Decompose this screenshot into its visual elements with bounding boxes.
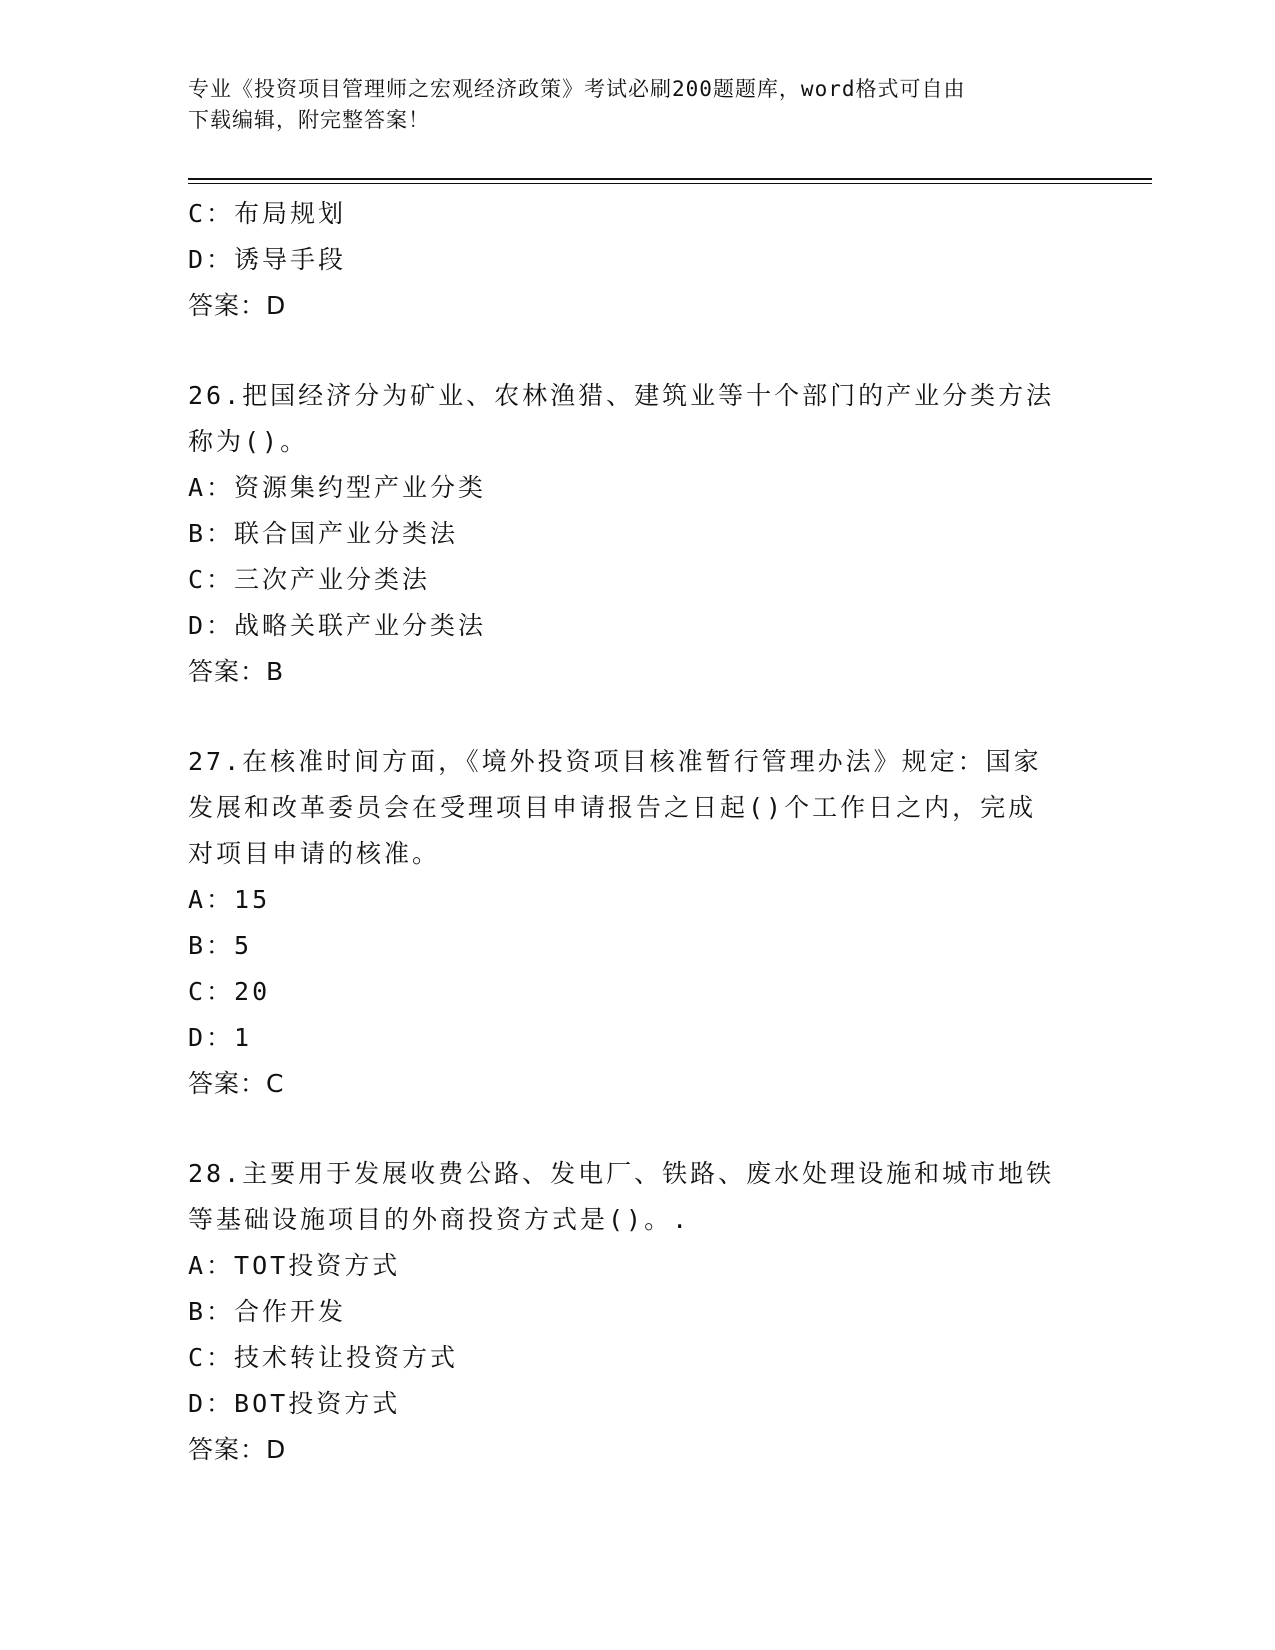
header-divider-thick [188, 178, 1152, 180]
option-a: A：资源集约型产业分类 [188, 473, 487, 502]
question-stem-line: 等基础设施项目的外商投资方式是()。. [188, 1205, 691, 1234]
option-d: D：诱导手段 [188, 245, 347, 274]
option-c: C：技术转让投资方式 [188, 1343, 459, 1372]
option-a: A：TOT投资方式 [188, 1251, 401, 1280]
header-line-2: 下载编辑，附完整答案！ [188, 108, 430, 132]
question-stem-line: 28.主要用于发展收费公路、发电厂、铁路、废水处理设施和城市地铁 [188, 1159, 1055, 1188]
option-b: B：合作开发 [188, 1297, 347, 1326]
question-28 [188, 1151, 1078, 1473]
answer-line: 答案：B [188, 657, 285, 686]
answer-line: 答案：C [188, 1069, 285, 1098]
question-stem-line: 称为()。 [188, 427, 309, 456]
header-divider-thin [188, 183, 1152, 184]
answer-line: 答案：D [188, 1435, 287, 1464]
question-stem-line: 对项目申请的核准。 [188, 839, 441, 868]
question-26 [188, 373, 1078, 695]
question-list [188, 191, 1078, 1473]
document-header [188, 74, 1088, 136]
option-b: B：5 [188, 931, 253, 960]
question-stem-line: 27.在核准时间方面，《境外投资项目核准暂行管理办法》规定：国家 [188, 747, 1042, 776]
option-c: C：20 [188, 977, 271, 1006]
question-stem-line: 发展和改革委员会在受理项目申请报告之日起()个工作日之内，完成 [188, 793, 1037, 822]
option-c: C：三次产业分类法 [188, 565, 431, 594]
option-d: D：战略关联产业分类法 [188, 611, 487, 640]
question-25-tail [188, 191, 1078, 329]
header-line-1: 专业《投资项目管理师之宏观经济政策》考试必刷200题题库，word格式可自由 [188, 77, 966, 101]
option-a: A：15 [188, 885, 271, 914]
option-d: D：BOT投资方式 [188, 1389, 401, 1418]
option-d: D：1 [188, 1023, 253, 1052]
question-stem-line: 26.把国经济分为矿业、农林渔猎、建筑业等十个部门的产业分类方法 [188, 381, 1055, 410]
question-27 [188, 739, 1078, 1107]
answer-line: 答案：D [188, 291, 287, 320]
option-b: B：联合国产业分类法 [188, 519, 459, 548]
option-c: C：布局规划 [188, 199, 347, 228]
